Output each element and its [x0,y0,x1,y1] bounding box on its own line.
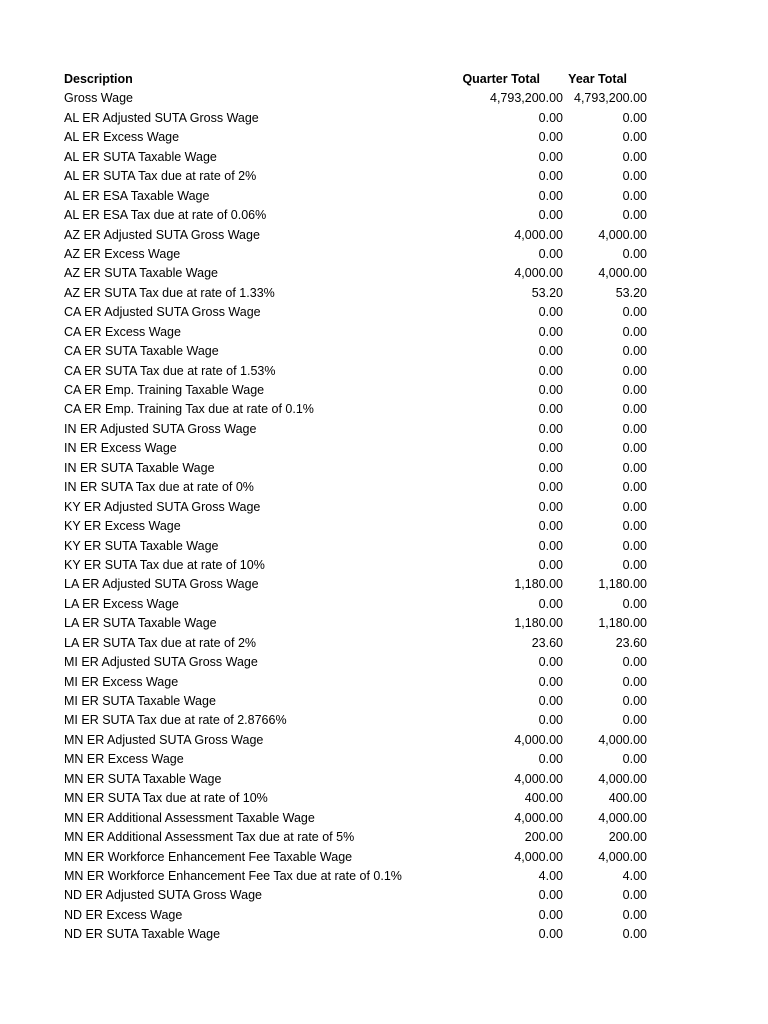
row-description: MN ER Additional Assessment Tax due at rate of 5% [64,830,355,845]
table-row [0,187,768,206]
table-row [0,886,768,905]
row-description: CA ER Excess Wage [64,324,181,339]
row-quarter-total: 200.00 [524,830,563,845]
table-row [0,828,768,847]
table-row [0,537,768,556]
row-year-total: 0.00 [622,383,647,397]
table-row [0,809,768,828]
row-year-total: 0.00 [622,402,647,417]
row-description: KY ER Excess Wage [64,519,181,534]
row-description: AL ER ESA Taxable Wage [64,188,210,203]
table-row [0,653,768,672]
row-year-total: 1,180.00 [598,577,647,592]
row-description: LA ER SUTA Taxable Wage [64,616,217,631]
row-description: AL ER ESA Tax due at rate of 0.06% [64,208,267,223]
row-year-total: 0.00 [622,441,647,456]
table-row [0,867,768,886]
table-row [0,498,768,517]
row-quarter-total: 0.00 [538,188,563,203]
row-year-total: 0.00 [622,188,647,203]
row-quarter-total: 4,000.00 [514,810,563,825]
row-year-total: 0.00 [622,499,647,514]
row-description: CA ER Adjusted SUTA Gross Wage [64,305,261,320]
row-year-total: 0.00 [622,752,647,767]
row-description: ND ER Adjusted SUTA Gross Wage [64,888,262,903]
row-description: MI ER Adjusted SUTA Gross Wage [64,655,258,670]
table-row [0,420,768,439]
table-row [0,148,768,167]
table-row [0,770,768,789]
row-year-total: 400.00 [608,791,647,806]
row-description: IN ER Excess Wage [64,441,177,456]
row-year-total: 0.00 [622,888,647,903]
row-description: LA ER SUTA Tax due at rate of 2% [64,635,257,650]
row-quarter-total: 0.00 [538,655,563,670]
row-quarter-total: 0.00 [538,674,563,689]
row-quarter-total: 0.00 [538,460,563,475]
table-body [0,89,768,944]
row-year-total: 0.00 [622,480,647,495]
row-quarter-total: 0.00 [538,383,563,397]
row-quarter-total: 0.00 [538,752,563,767]
row-year-total: 4,000.00 [598,266,647,281]
row-quarter-total: 0.00 [538,208,563,223]
row-year-total: 4,000.00 [598,849,647,864]
table-row [0,634,768,653]
row-quarter-total: 0.00 [538,363,563,378]
row-quarter-total: 0.00 [538,596,563,611]
table-row [0,284,768,303]
table-row [0,303,768,322]
row-year-total: 0.00 [622,421,647,436]
table-row [0,614,768,633]
row-description: IN ER SUTA Tax due at rate of 0% [64,480,254,495]
row-year-total: 0.00 [622,130,647,145]
row-year-total: 4.00 [622,868,647,883]
row-quarter-total: 0.00 [538,344,563,359]
row-quarter-total: 0.00 [538,713,563,728]
row-description: MI ER SUTA Taxable Wage [64,694,216,708]
table-row [0,925,768,944]
table-row [0,731,768,750]
row-quarter-total: 4,000.00 [514,266,563,281]
table-row [0,128,768,147]
row-year-total: 0.00 [622,674,647,689]
row-quarter-total: 53.20 [531,285,563,300]
row-quarter-total: 0.00 [538,557,563,572]
row-quarter-total: 0.00 [538,441,563,456]
table-row [0,848,768,867]
tax-report-table [0,70,768,945]
row-quarter-total: 4,000.00 [514,227,563,242]
description-column-header: Description [64,72,133,86]
table-row [0,478,768,497]
table-row [0,167,768,186]
row-quarter-total: 0.00 [538,149,563,164]
row-quarter-total: 0.00 [538,169,563,184]
row-quarter-total: 0.00 [538,888,563,903]
row-description: IN ER SUTA Taxable Wage [64,460,215,475]
table-row [0,400,768,419]
row-year-total: 0.00 [622,246,647,261]
row-year-total: 0.00 [622,208,647,223]
quarter-total-column-header: Quarter Total [462,72,540,86]
row-quarter-total: 0.00 [538,480,563,495]
row-quarter-total: 0.00 [538,694,563,708]
row-quarter-total: 23.60 [531,635,563,650]
row-year-total: 0.00 [622,324,647,339]
row-quarter-total: 0.00 [538,519,563,534]
row-description: ND ER Excess Wage [64,907,183,922]
row-year-total: 0.00 [622,713,647,728]
row-year-total: 1,180.00 [598,616,647,631]
row-year-total: 23.60 [615,635,647,650]
row-year-total: 0.00 [622,519,647,534]
table-row [0,264,768,283]
row-description: AL ER SUTA Tax due at rate of 2% [64,169,257,184]
row-year-total: 0.00 [622,655,647,670]
row-description: LA ER Adjusted SUTA Gross Wage [64,577,259,592]
table-row [0,711,768,730]
row-description: MN ER Additional Assessment Taxable Wage [64,810,315,825]
row-quarter-total: 4,000.00 [514,849,563,864]
row-year-total: 0.00 [622,149,647,164]
row-quarter-total: 0.00 [538,130,563,145]
row-quarter-total: 1,180.00 [514,616,563,631]
row-description: MN ER Workforce Enhancement Fee Tax due at rate of 0.1% [64,868,402,883]
row-year-total: 4,000.00 [598,771,647,786]
table-row [0,673,768,692]
row-year-total: 200.00 [608,830,647,845]
table-row [0,517,768,536]
row-description: AZ ER SUTA Taxable Wage [64,266,218,281]
row-description: MN ER Adjusted SUTA Gross Wage [64,732,264,747]
row-year-total: 4,000.00 [598,732,647,747]
row-year-total: 0.00 [622,557,647,572]
row-year-total: 0.00 [622,694,647,708]
row-quarter-total: 0.00 [538,907,563,922]
table-row [0,226,768,245]
row-description: Gross Wage [64,91,134,106]
table-row [0,323,768,342]
row-description: MI ER SUTA Tax due at rate of 2.8766% [64,713,287,728]
row-quarter-total: 4,000.00 [514,771,563,786]
table-row [0,245,768,264]
row-description: KY ER SUTA Tax due at rate of 10% [64,557,265,572]
row-year-total: 0.00 [622,344,647,359]
table-row [0,750,768,769]
row-year-total: 4,000.00 [598,810,647,825]
table-row [0,906,768,925]
row-description: CA ER Emp. Training Tax due at rate of 0.1% [64,402,314,417]
table-row [0,595,768,614]
row-quarter-total: 0.00 [538,110,563,125]
row-year-total: 0.00 [622,169,647,184]
row-description: AZ ER Excess Wage [64,246,181,261]
row-description: AL ER Excess Wage [64,130,180,145]
table-row [0,206,768,225]
table-row [0,89,768,108]
row-year-total: 53.20 [615,285,647,300]
row-quarter-total: 0.00 [538,246,563,261]
row-description: MN ER SUTA Tax due at rate of 10% [64,791,268,806]
table-row [0,109,768,128]
row-quarter-total: 4,000.00 [514,732,563,747]
row-description: CA ER SUTA Tax due at rate of 1.53% [64,363,276,378]
table-row [0,556,768,575]
row-description: MN ER Excess Wage [64,752,184,767]
table-header-row [0,70,768,89]
table-row [0,381,768,400]
row-year-total: 0.00 [622,927,647,942]
row-quarter-total: 0.00 [538,927,563,942]
row-year-total: 0.00 [622,596,647,611]
row-quarter-total: 4,793,200.00 [490,91,563,106]
row-description: IN ER Adjusted SUTA Gross Wage [64,421,257,436]
row-description: LA ER Excess Wage [64,596,179,611]
row-year-total: 4,793,200.00 [574,91,647,106]
row-year-total: 4,000.00 [598,227,647,242]
row-description: MN ER Workforce Enhancement Fee Taxable Wage [64,849,353,864]
row-description: AZ ER Adjusted SUTA Gross Wage [64,227,260,242]
row-description: AL ER SUTA Taxable Wage [64,149,217,164]
row-quarter-total: 0.00 [538,538,563,553]
row-year-total: 0.00 [622,907,647,922]
row-quarter-total: 0.00 [538,499,563,514]
table-row [0,575,768,594]
table-row [0,362,768,381]
row-year-total: 0.00 [622,110,647,125]
table-row [0,789,768,808]
table-row [0,459,768,478]
year-total-column-header: Year Total [568,72,627,86]
table-row [0,439,768,458]
row-year-total: 0.00 [622,363,647,378]
row-description: AL ER Adjusted SUTA Gross Wage [64,110,259,125]
row-description: ND ER SUTA Taxable Wage [64,927,221,942]
row-description: CA ER SUTA Taxable Wage [64,344,219,359]
row-quarter-total: 0.00 [538,324,563,339]
row-year-total: 0.00 [622,538,647,553]
row-quarter-total: 400.00 [524,791,563,806]
table-row [0,692,768,711]
row-year-total: 0.00 [622,305,647,320]
row-description: CA ER Emp. Training Taxable Wage [64,383,265,397]
row-description: KY ER SUTA Taxable Wage [64,538,219,553]
row-quarter-total: 0.00 [538,421,563,436]
row-description: AZ ER SUTA Tax due at rate of 1.33% [64,285,275,300]
table-row [0,342,768,361]
row-description: KY ER Adjusted SUTA Gross Wage [64,499,261,514]
row-year-total: 0.00 [622,460,647,475]
row-description: MI ER Excess Wage [64,674,179,689]
row-quarter-total: 1,180.00 [514,577,563,592]
row-description: MN ER SUTA Taxable Wage [64,771,222,786]
row-quarter-total: 0.00 [538,402,563,417]
row-quarter-total: 0.00 [538,305,563,320]
row-quarter-total: 4.00 [538,868,563,883]
